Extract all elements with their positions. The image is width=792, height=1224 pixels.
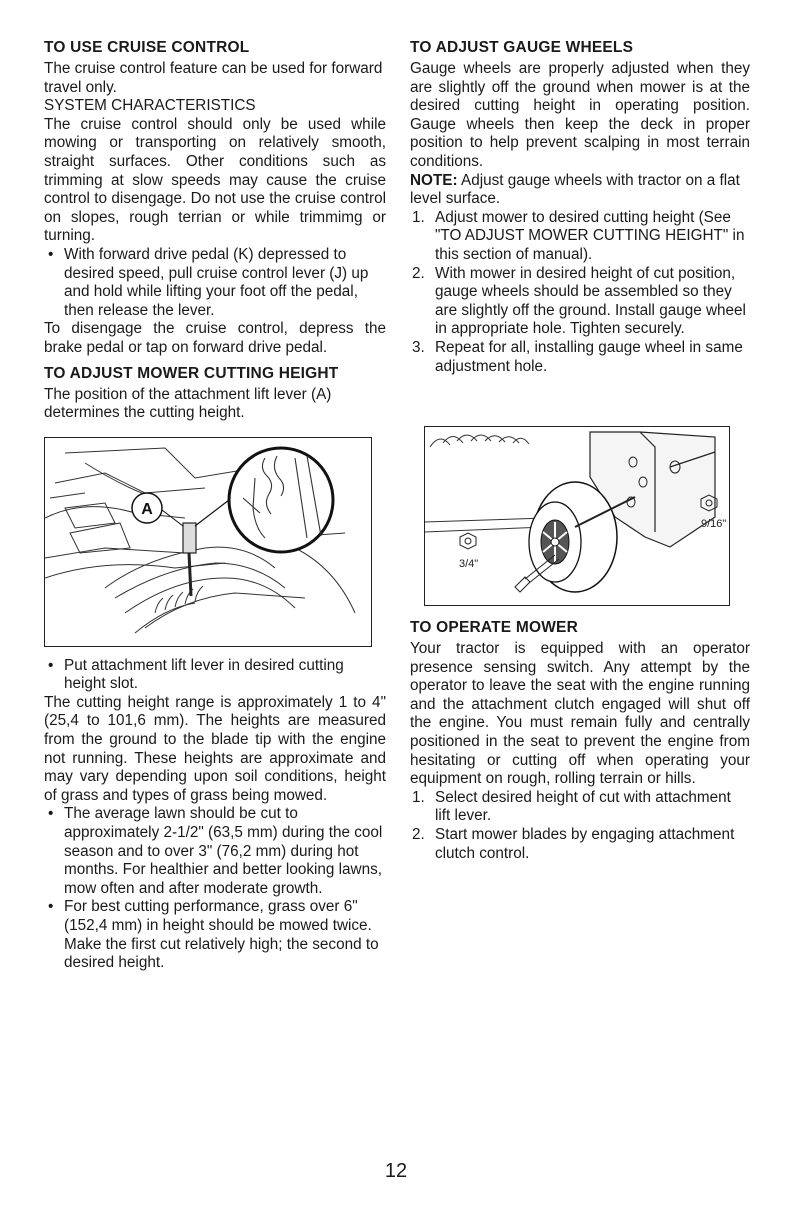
gauge-wheels-heading: TO ADJUST GAUGE WHEELS (410, 39, 634, 56)
lift-lever-handle (183, 523, 196, 553)
cutting-height-bullet-2: • The average lawn should be cut to approximately 2-1/2" (63,5 mm) during the cool season and to over 3" (76,2 mm) during hot months. For healthier and better looking lawns, mow often and after moderate growth. (44, 805, 386, 898)
cruise-disengage: To disengage the cruise control, depress the brake pedal or tap on forward drive pedal. (44, 320, 386, 356)
gauge-step-1: 1. Adjust mower to desired cutting height (See "TO ADJUST MOWER CUTTING HEIGHT" in this section of manual). (412, 208, 745, 263)
gauge-wheel-illustration (425, 427, 729, 605)
note-label: NOTE: (410, 171, 458, 189)
cruise-body: The cruise control should only be used while mowing or transporting on relatively smooth, straight surfaces. Other conditions such as trimming at slow speeds may cause the cruise control to disengage. Do not use the cruise control on slopes, rough terrian or while trimmimg or turning. (44, 115, 386, 245)
lift-lever-illustration (45, 438, 371, 646)
bolt-size-3-4-label: 3/4" (459, 558, 479, 571)
cruise-control-heading: TO USE CRUISE CONTROL (44, 39, 250, 56)
cruise-intro: The cruise control feature can be used for forward travel only. (44, 60, 383, 96)
lift-lever-figure (44, 437, 372, 647)
gauge-wheels-note (410, 172, 750, 209)
page-number: 12 (384, 1160, 408, 1182)
bolt-size-9-16-label: 9/16" (701, 518, 727, 531)
cutting-height-intro: The position of the attachment lift lever (A) determines the cutting height. (44, 385, 332, 422)
left-column (44, 38, 386, 973)
gauge-step-2: 2. With mower in desired height of cut position, gauge wheels should be assembled so they are slightly off the ground. Install gauge wheel in appropriate hole. Tighten securely. (412, 264, 746, 338)
cutting-height-bullet-1: • Put attachment lift lever in desired cutting height slot. (44, 657, 386, 694)
cutting-height-range: The cutting height range is approximately 1 to 4" (25,4 to 101,6 mm). The heights are measured from the ground to the blade tip with the engine not running. These heights are approximate and may vary depending upon soil conditions, height of grass and types of grass being mowed. (44, 693, 386, 804)
gauge-step-3: 3. Repeat for all, installing gauge wheel in same adjustment hole. (412, 338, 743, 375)
cutting-height-heading: TO ADJUST MOWER CUTTING HEIGHT (44, 364, 339, 382)
label-a-text: A (141, 500, 153, 518)
operate-step-2: 2. Start mower blades by engaging attachment clutch control. (412, 826, 735, 862)
operate-step-1: 1. Select desired height of cut with attachment lift lever. (412, 788, 731, 825)
operate-mower-heading: TO OPERATE MOWER (410, 619, 578, 637)
note-text: Adjust gauge wheels with tractor on a flat level surface. (410, 171, 740, 208)
right-column (410, 38, 750, 863)
cruise-bullet: • With forward drive pedal (K) depressed to desired speed, pull cruise control lever (J) up and hold while lifting your foot off the pedal, then release the lever. (44, 246, 386, 320)
gauge-wheel-figure (424, 426, 730, 606)
system-characteristics-subheading: SYSTEM CHARACTERISTICS (44, 97, 256, 115)
operate-mower-body: Your tractor is equipped with an operator presence sensing switch. Any attempt by the operator to leave the seat with the engine running and the attachment clutch engaged will shut off the engine. You must remain fully and centrally positioned in the seat to prevent the engine from hesitating or cutting off when operating your equipment on rough, rolling terrain or hills. (410, 640, 750, 788)
gauge-wheels-body: Gauge wheels are properly adjusted when they are slightly off the ground when mower is at the desired cutting height in operating position. Gauge wheels then keep the deck in proper position to help prevent scalping in most terrain conditions. (410, 60, 750, 170)
cutting-height-bullet-3: • For best cutting performance, grass over 6" (152,4 mm) in height should be mowed twice. Make the first cut relatively high; the second to desired height. (44, 898, 386, 972)
